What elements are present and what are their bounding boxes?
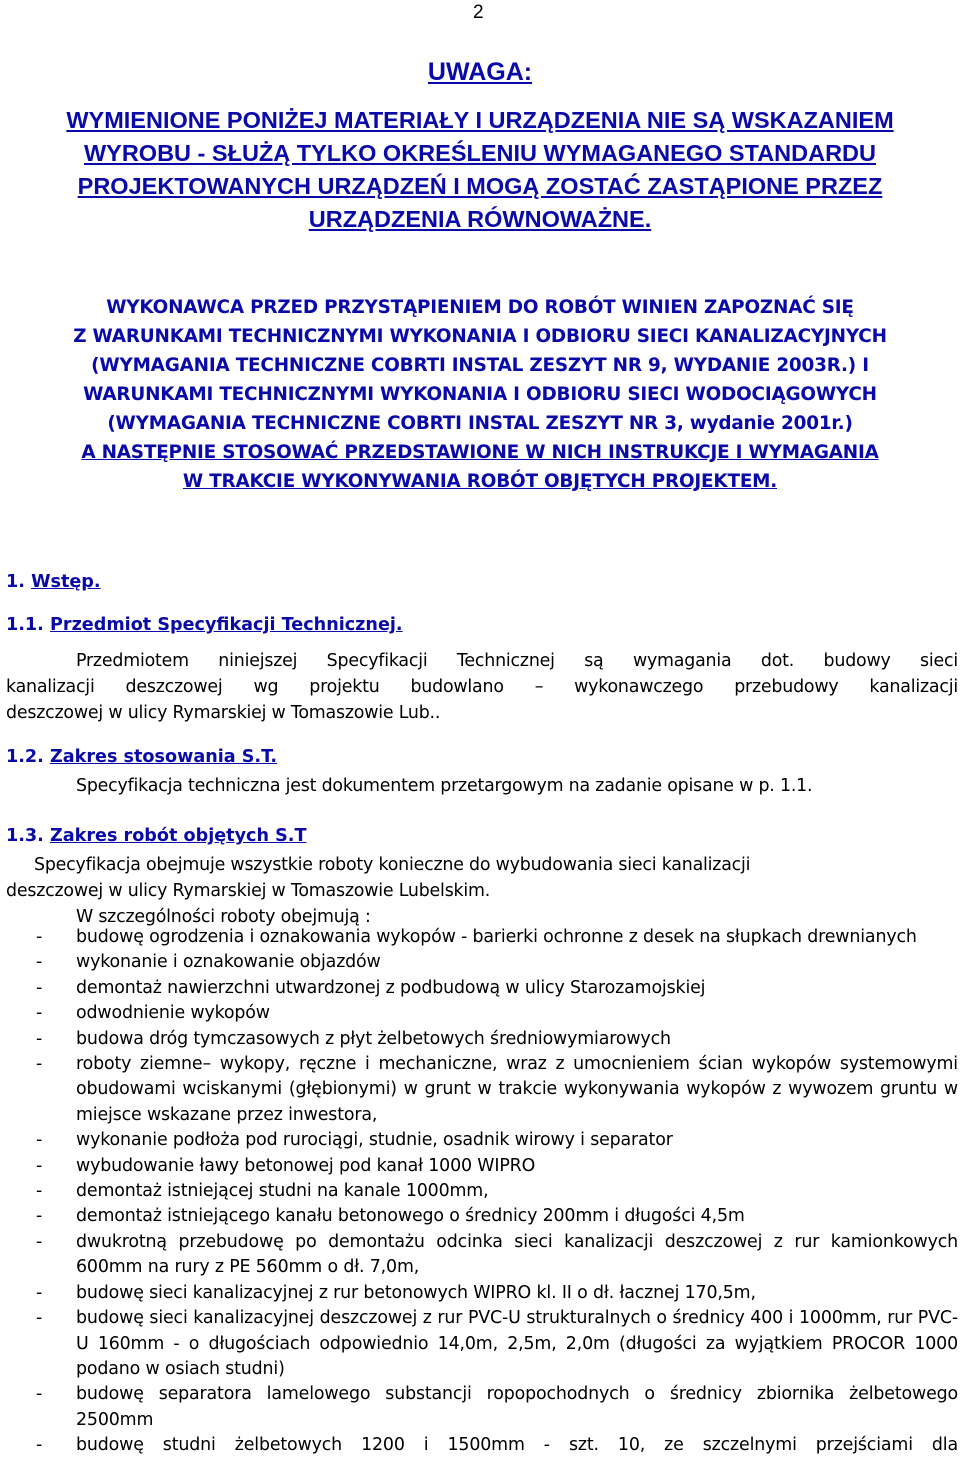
list-item-text: demontaż istniejącej studni na kanale 1000mm, <box>76 1181 489 1202</box>
list-item-text: roboty ziemne– wykopy, ręczne i mechaniczne, wraz z umocnieniem ścian wykopów systemowymi obudowami wciskanymi (głębionymi) w grunt w trakcie wykonywania wykopów z wywozem gruntu w miejsce wskazane przez inwestora, <box>76 1054 958 1125</box>
warning-text <box>0 104 960 236</box>
list-item-text: budowę separatora lamelowego substancji ropopochodnych o średnicy zbiornika żelbetowego 2500mm <box>76 1384 958 1430</box>
section-1-1-body <box>6 648 958 726</box>
list-item: - budowę separatora lamelowego substancji ropopochodnych o średnicy zbiornika żelbetowego 2500mm <box>6 1382 958 1433</box>
list-item-text: odwodnienie wykopów <box>76 1003 270 1024</box>
list-item-text: demontaż nawierzchni utwardzonej z podbudową w ulicy Starozamojskiej <box>76 977 706 998</box>
contractor-notice <box>0 293 960 496</box>
warning-heading: UWAGA: <box>427 58 533 86</box>
list-item: - wykonanie podłoża pod rurociągi, studnie, osadnik wirowy i separator <box>6 1128 958 1153</box>
list-item-text: budowę sieci kanalizacyjnej deszczowej z rur PVC-U strukturalnych o średnicy 400 i 1000mm, rur PVC-U 160mm - o długościach odpowiednio 14,0m, 2,5m, 2,0m (długości za wyjątkiem PROCOR 1000 podano w osiach studni) <box>76 1308 958 1379</box>
list-item: - roboty ziemne– wykopy, ręczne i mechaniczne, wraz z umocnieniem ścian wykopów systemowymi obudowami wciskanymi (głębionymi) w grunt w trakcie wykonywania wykopów z wywozem gruntu w miejsce wskazane przez inwestora, <box>6 1052 958 1128</box>
section-1-2-body <box>6 773 958 799</box>
body-line: Specyfikacja techniczna jest dokumentem przetargowym na zadanie opisane w p. 1.1. <box>76 776 813 796</box>
list-item-text: budowę sieci kanalizacyjnej z rur betonowych WIPRO kl. II o dł. łacznej 170,5m, <box>76 1282 756 1303</box>
list-item-text: budowę ogrodzenia i oznakowania wykopów - barierki ochronne z desek na słupkach drewnianych <box>76 927 917 947</box>
warning-line: URZĄDZENIA RÓWNOWAŻNE. <box>308 206 652 232</box>
notice-line: WYKONAWCA PRZED PRZYSTĄPIENIEM DO ROBÓT WINIEN ZAPOZNAĆ SIĘ <box>106 297 854 318</box>
section-heading-1-2 <box>6 747 277 767</box>
list-item: - budowę sieci kanalizacyjnej z rur betonowych WIPRO kl. II o dł. łacznej 170,5m, <box>6 1281 958 1306</box>
body-line: deszczowej w ulicy Rymarskiej w Tomaszowie Lubelskim. <box>6 881 491 901</box>
section-number: 1. <box>6 572 25 592</box>
list-item: - budowę studni żelbetowych 1200 i 1500mm - szt. 10, ze szczelnymi przejściami dla <box>6 1433 958 1458</box>
notice-line: (WYMAGANIA TECHNICZNE COBRTI INSTAL ZESZYT NR 9, WYDANIE 2003R.) I <box>91 355 869 376</box>
warning-line: PROJEKTOWANYCH URZĄDZEŃ I MOGĄ ZOSTAĆ ZASTĄPIONE PRZEZ <box>77 173 883 199</box>
section-title: Zakres stosowania S.T. <box>50 747 278 767</box>
section-number: 1.1. <box>6 615 44 635</box>
list-item-text: budowę studni żelbetowych 1200 i 1500mm - szt. 10, ze szczelnymi przejściami dla <box>76 1435 958 1456</box>
notice-line: A NASTĘPNIE STOSOWAĆ PRZEDSTAWIONE W NICH INSTRUKCJE I WYMAGANIA <box>81 442 879 463</box>
section-title: Wstęp. <box>31 572 101 592</box>
body-line: Przedmiotem niniejszej Specyfikacji Technicznej są wymagania dot. budowy sieci <box>76 651 958 671</box>
list-item: - budowa dróg tymczasowych z płyt żelbetowych średniowymiarowych <box>6 1027 958 1052</box>
list-item: - odwodnienie wykopów <box>6 1001 958 1026</box>
body-line: kanalizacji deszczowej wg projektu budowlano – wykonawczego przebudowy kanalizacji <box>6 677 958 697</box>
section-title: Zakres robót objętych S.T <box>50 826 307 846</box>
notice-line: (WYMAGANIA TECHNICZNE COBRTI INSTAL ZESZYT NR 3, wydanie 2001r.) <box>107 413 853 434</box>
section-heading-1 <box>6 572 101 592</box>
section-1-3-body <box>6 852 958 930</box>
notice-line: W TRAKCIE WYKONYWANIA ROBÓT OBJĘTYCH PROJEKTEM. <box>182 471 778 492</box>
notice-line: Z WARUNKAMI TECHNICZNYMI WYKONANIA I ODBIORU SIECI KANALIZACYJNYCH <box>73 326 887 347</box>
section-number: 1.3. <box>6 826 44 846</box>
list-item-text: budowa dróg tymczasowych z płyt żelbetowych średniowymiarowych <box>76 1028 671 1049</box>
page-number: 2 <box>473 2 484 23</box>
body-line: Specyfikacja obejmuje wszystkie roboty konieczne do wybudowania sieci kanalizacji <box>34 855 751 875</box>
list-item: - demontaż istniejącej studni na kanale 1000mm, <box>6 1179 958 1204</box>
list-item: - wykonanie i oznakowanie objazdów <box>6 950 958 975</box>
list-item: - demontaż nawierzchni utwardzonej z podbudową w ulicy Starozamojskiej <box>6 976 958 1001</box>
list-item: - budowę sieci kanalizacyjnej deszczowej z rur PVC-U strukturalnych o średnicy 400 i 1000mm, rur PVC-U 160mm - o długościach odpowiednio 14,0m, 2,5m, 2,0m (długości za wyjątkiem PROCOR 1000 podano w osiach studni) <box>6 1306 958 1382</box>
list-item: - budowę ogrodzenia i oznakowania wykopów - barierki ochronne z desek na słupkach drewnianych <box>6 925 958 950</box>
scope-list <box>6 925 958 1459</box>
list-item: - demontaż istniejącego kanału betonowego o średnicy 200mm i długości 4,5m <box>6 1204 958 1229</box>
body-line: deszczowej w ulicy Rymarskiej w Tomaszowie Lub.. <box>6 703 441 723</box>
notice-line: WARUNKAMI TECHNICZNYMI WYKONANIA I ODBIORU SIECI WODOCIĄGOWYCH <box>83 384 877 405</box>
section-number: 1.2. <box>6 747 44 767</box>
list-item-text: demontaż istniejącego kanału betonowego o średnicy 200mm i długości 4,5m <box>76 1206 745 1227</box>
list-item: - dwukrotną przebudowę po demontażu odcinka sieci kanalizacji deszczowej z rur kamionkowych 600mm na rury z PE 560mm o dł. 7,0m, <box>6 1230 958 1281</box>
list-item-text: dwukrotną przebudowę po demontażu odcinka sieci kanalizacji deszczowej z rur kamionkowych 600mm na rury z PE 560mm o dł. 7,0m, <box>76 1231 958 1278</box>
list-item-text: wykonanie podłoża pod rurociągi, studnie, osadnik wirowy i separator <box>76 1130 673 1151</box>
list-item: - wybudowanie ławy betonowej pod kanał 1000 WIPRO <box>6 1154 958 1179</box>
section-heading-1-1 <box>6 615 403 635</box>
warning-line: WYROBU - SŁUŻĄ TYLKO OKREŚLENIU WYMAGANEGO STANDARDU <box>83 140 876 166</box>
list-item-text: wykonanie i oznakowanie objazdów <box>76 952 381 973</box>
section-heading-1-3 <box>6 826 306 846</box>
scope-intro: W szczególności roboty obejmują : <box>76 907 371 927</box>
list-item-text: wybudowanie ławy betonowej pod kanał 1000 WIPRO <box>76 1155 536 1176</box>
section-title: Przedmiot Specyfikacji Technicznej. <box>50 615 403 635</box>
warning-line: WYMIENIONE PONIŻEJ MATERIAŁY I URZĄDZENIA NIE SĄ WSKAZANIEM <box>66 107 894 133</box>
